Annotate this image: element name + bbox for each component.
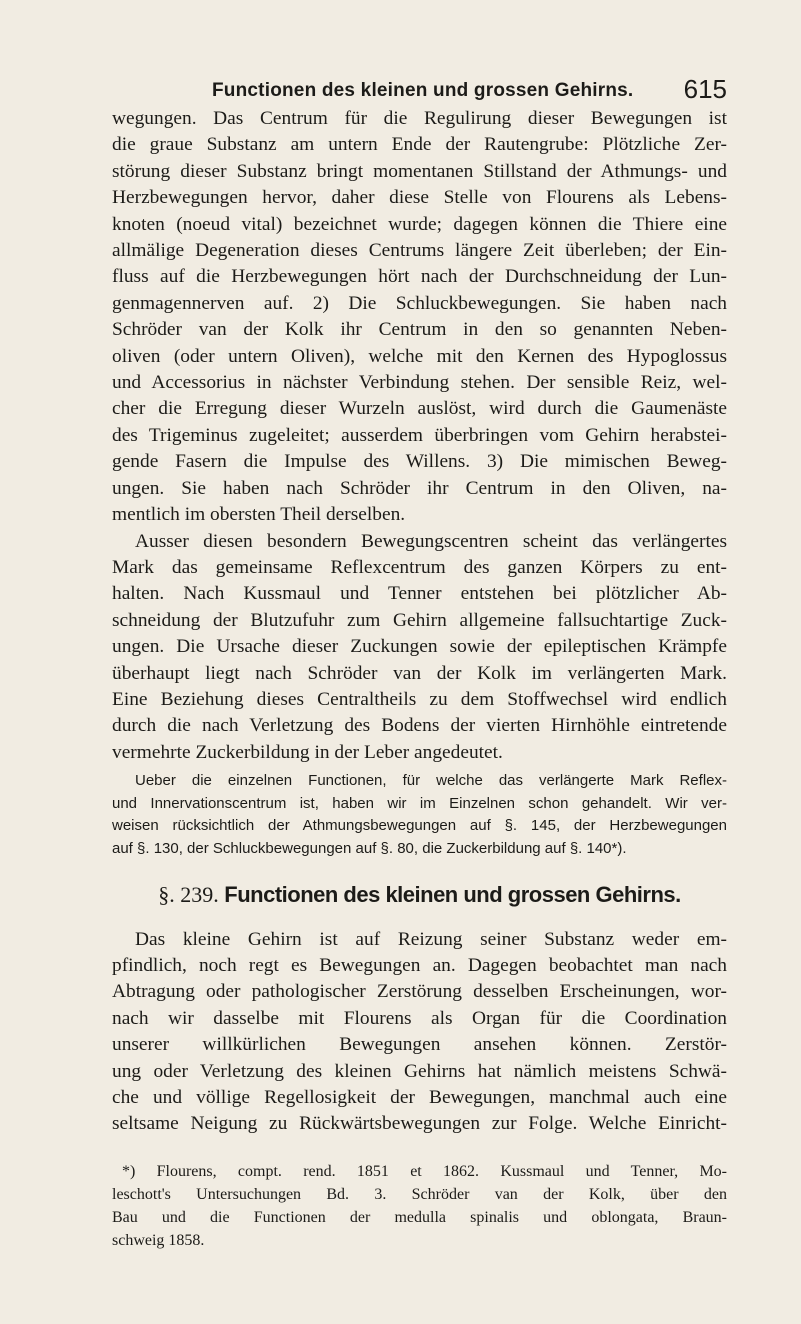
text-line: vermehrte Zuckerbildung in der Leber angedeutet. — [112, 741, 503, 763]
text-line: des Trigeminus zugeleitet; ausserdem überbringen vom Gehirn herabstei- — [112, 424, 727, 446]
small-text-line: auf §. 130, der Schluckbewegungen auf §. 80, die Zuckerbildung auf §. 140*). — [112, 839, 627, 857]
page-number: 615 — [683, 74, 727, 104]
text-line: oliven (oder untern Oliven), welche mit den Kernen des Hypoglossus — [112, 345, 727, 367]
text-line: knoten (noeud vital) bezeichnet wurde; dagegen können die Thiere eine — [112, 213, 727, 235]
text-line: unserer willkürlichen Bewegungen ansehen können. Zerstör- — [112, 1034, 727, 1056]
small-text-line: und Innervationscentrum ist, haben wir im Einzelnen schon gehandelt. Wir ver- — [112, 794, 727, 812]
text-line: Ausser diesen besondern Bewegungscentren scheint das verlängertes — [135, 530, 727, 552]
small-print-paragraph — [112, 770, 727, 860]
text-line: Abtragung oder pathologischer Zerstörung desselben Erscheinungen, wor- — [112, 981, 727, 1003]
text-line: allmälige Degeneration dieses Centrums längere Zeit überleben; der Ein- — [112, 240, 727, 262]
text-line: ungen. Sie haben nach Schröder ihr Centrum in den Oliven, na- — [112, 477, 727, 499]
text-line: nach wir dasselbe mit Flourens als Organ für die Coordination — [112, 1007, 727, 1029]
footnote-line: *) Flourens, compt. rend. 1851 et 1862. Kussmaul und Tenner, Mo- — [122, 1162, 727, 1180]
text-line: störung dieser Substanz bringt momentanen Stillstand der Athmungs- und — [112, 160, 727, 182]
section-number: §. 239. — [158, 881, 219, 907]
text-line: Das kleine Gehirn ist auf Reizung seiner Substanz weder em- — [135, 928, 727, 950]
text-line: fluss auf die Herzbewegungen hört nach der Durchschneidung der Lun- — [112, 266, 727, 288]
footnote-line: Bau und die Functionen der medulla spinalis und oblongata, Braun- — [112, 1209, 727, 1227]
text-line: überhaupt liegt nach Schröder van der Kolk im verlängerten Mark. — [112, 662, 727, 684]
text-line: pfindlich, noch regt es Bewegungen an. Dagegen beobachtet man nach — [112, 954, 727, 976]
text-line: gende Fasern die Impulse des Willens. 3) Die mimischen Beweg- — [112, 451, 727, 473]
section-title: Functionen des kleinen und grossen Gehirns. — [224, 881, 681, 907]
main-text-part-1 — [112, 106, 727, 529]
text-line: ungen. Die Ursache dieser Zuckungen sowie der epileptischen Krämpfe — [112, 636, 727, 658]
text-line: Herzbewegungen hervor, daher diese Stelle von Flourens als Lebens- — [112, 187, 727, 209]
small-text-line: weisen rücksichtlich der Athmungsbewegungen auf §. 145, der Herzbewegungen — [112, 817, 727, 835]
text-line: wegungen. Das Centrum für die Regulirung dieser Bewegungen ist — [112, 108, 727, 129]
text-line: seltsame Neigung zu Rückwärtsbewegungen zur Folge. Welche Einricht- — [112, 1113, 727, 1135]
main-text-part-3 — [112, 927, 727, 1138]
footnote-line: leschott's Untersuchungen Bd. 3. Schröder van der Kolk, über den — [112, 1185, 727, 1203]
text-line: Mark das gemeinsame Reflexcentrum des ganzen Körpers zu ent- — [112, 556, 727, 578]
text-line: genmagennerven auf. 2) Die Schluckbewegungen. Sie haben nach — [112, 292, 727, 314]
text-line: Eine Beziehung dieses Centraltheils zu dem Stoffwechsel wird endlich — [112, 688, 727, 710]
main-text-part-2 — [112, 529, 727, 767]
text-line: che und völlige Regellosigkeit der Bewegungen, manchmal auch eine — [112, 1086, 727, 1108]
footnote — [112, 1160, 727, 1253]
section-heading — [112, 881, 727, 909]
text-line: und Accessorius in nächster Verbindung stehen. Der sensible Reiz, wel- — [112, 372, 727, 394]
text-line: mentlich im obersten Theil derselben. — [112, 504, 406, 526]
text-line: halten. Nach Kussmaul und Tenner entstehen bei plötzlicher Ab- — [112, 583, 727, 605]
text-line: die graue Substanz am untern Ende der Rautengrube: Plötzliche Zer- — [112, 134, 727, 156]
text-line: Schröder van der Kolk ihr Centrum in den so genannten Neben- — [112, 319, 727, 341]
running-head-title: Functionen des kleinen und grossen Gehirns. — [212, 80, 634, 101]
small-text-line: Ueber die einzelnen Functionen, für welche das verlängerte Mark Reflex- — [135, 772, 727, 790]
text-line: durch die nach Verletzung des Bodens der vierten Hirnhöhle eintretende — [112, 715, 727, 737]
running-head — [112, 74, 727, 106]
text-line: schneidung der Blutzufuhr zum Gehirn allgemeine fallsuchtartige Zuck- — [112, 609, 727, 631]
text-line: cher die Erregung dieser Wurzeln auslöst, wird durch die Gaumenäste — [112, 398, 727, 420]
footnote-line: schweig 1858. — [112, 1232, 205, 1250]
text-line: ung oder Verletzung des kleinen Gehirns hat nämlich meistens Schwä- — [112, 1060, 727, 1082]
